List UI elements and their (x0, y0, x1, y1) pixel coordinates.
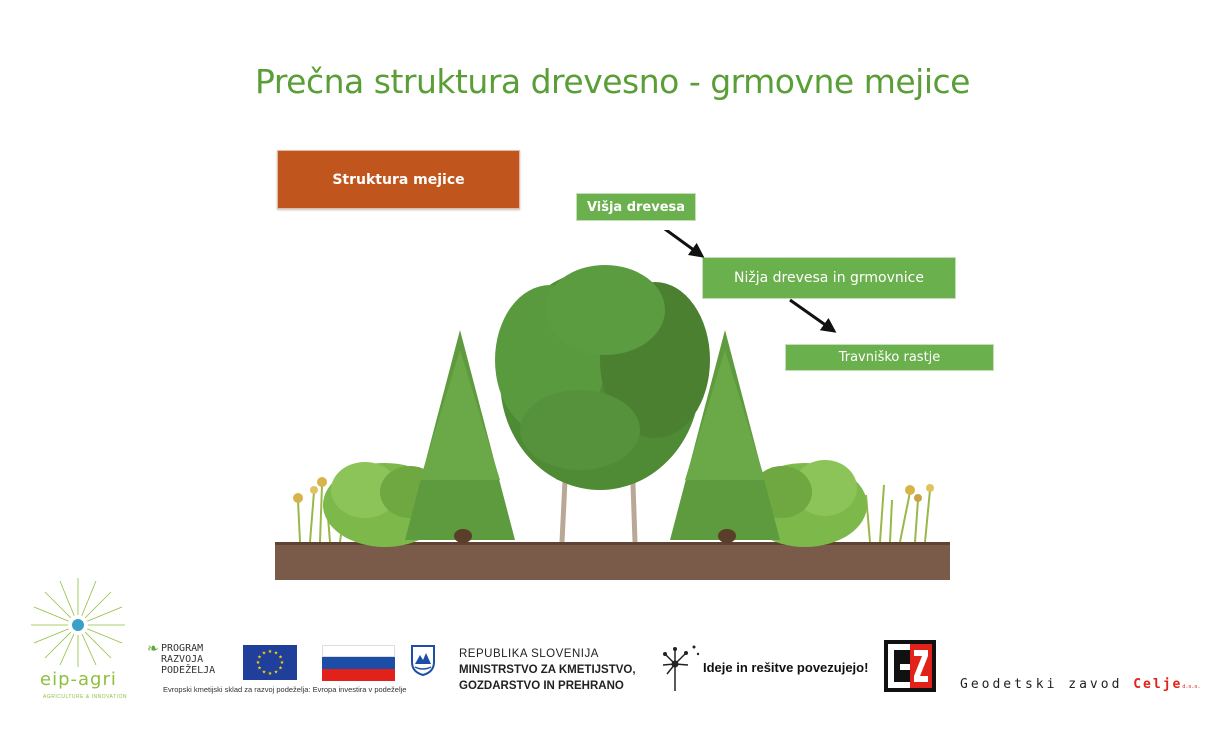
eip-agri-subtitle: AGRICULTURE & INNOVATION (43, 694, 127, 700)
svg-text:★: ★ (278, 665, 283, 672)
fund-caption: Evropski kmetijski sklad za razvoj podeželja: Evropa investira v podeželje (163, 685, 407, 694)
structure-label: Struktura mejice (277, 150, 520, 209)
company-name-text: Geodetski zavod (960, 677, 1123, 692)
svg-text:★: ★ (267, 671, 273, 677)
layer-grassland-label: Travniško rastje (785, 344, 994, 371)
ministry-line: GOZDARSTVO IN PREHRANO (459, 680, 624, 692)
svg-text:★: ★ (273, 650, 279, 657)
arrow-to-grassland (790, 300, 834, 331)
ministry-line: REPUBLIKA SLOVENIJA (459, 648, 599, 660)
svg-text:★: ★ (257, 665, 262, 672)
svg-text:★: ★ (267, 649, 273, 655)
prp-line: PODEŽELJA (161, 665, 216, 676)
right-grasses (866, 484, 934, 542)
leaf-icon: ❧ (147, 640, 159, 656)
page-title: Prečna struktura drevesno - grmovne mejice (255, 62, 970, 101)
company-name (960, 677, 1200, 692)
tall-trees (495, 265, 710, 542)
slovenia-flag-icon (322, 645, 395, 681)
hedgerow-illustration (270, 230, 1010, 585)
slovenia-crest-icon (410, 644, 436, 676)
company-city-text: Celje (1133, 677, 1183, 692)
eip-agri-logo (28, 575, 128, 670)
svg-text:★: ★ (255, 660, 261, 666)
svg-text:★: ★ (257, 654, 262, 661)
company-suffix-text: d.o.o. (1182, 684, 1201, 690)
footer-logos (0, 570, 1225, 731)
eu-flag-icon (243, 645, 297, 680)
svg-text:★: ★ (261, 650, 267, 657)
prp-line: RAZVOJA (161, 654, 204, 665)
dandelion-icon (660, 642, 702, 692)
svg-text:★: ★ (278, 654, 283, 661)
arrow-to-low-trees (658, 230, 702, 256)
prp-line: PROGRAM (161, 643, 204, 654)
ministry-line: MINISTRSTVO ZA KMETIJSTVO, (459, 664, 636, 676)
ministry-logo-text (459, 646, 636, 694)
svg-text:★: ★ (261, 669, 267, 676)
slogan-text: Ideje in rešitve povezujejo! (703, 660, 869, 675)
layer-low-trees-shrubs-label: Nižja drevesa in grmovnice (702, 257, 956, 299)
layer-tall-trees-label: Višja drevesa (576, 193, 696, 221)
svg-text:★: ★ (279, 660, 285, 666)
eip-agri-wordmark: eip-agri (40, 669, 117, 690)
svg-text:★: ★ (273, 669, 279, 676)
gz-logo (884, 640, 936, 692)
